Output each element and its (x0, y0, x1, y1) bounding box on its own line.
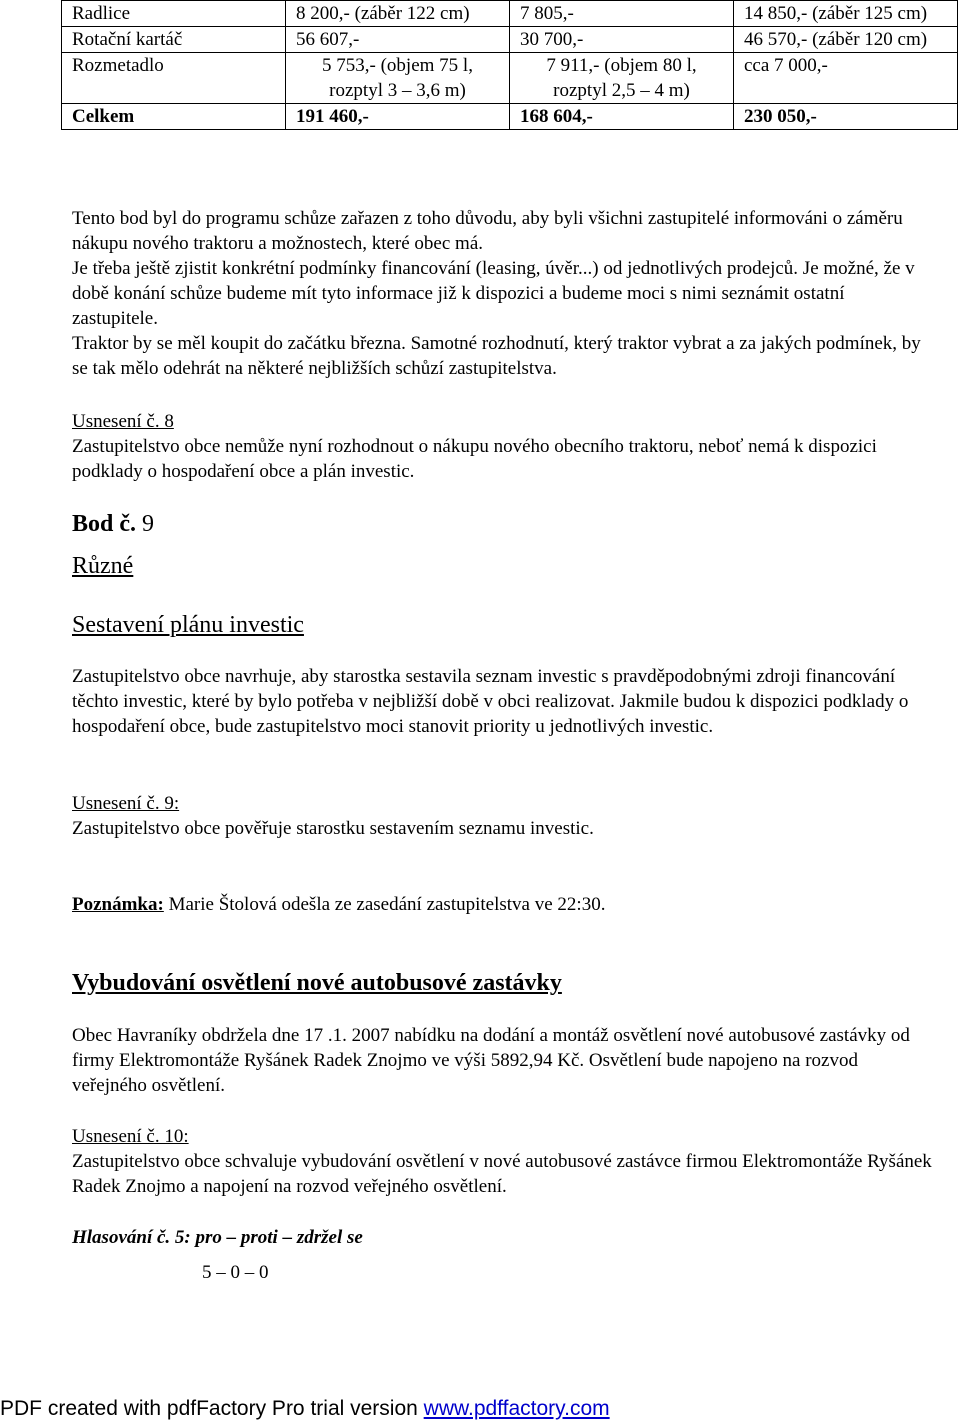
bus-stop-paragraph (72, 1023, 932, 1098)
vote-result: 5 – 0 – 0 (202, 1262, 269, 1283)
paragraph-text (72, 256, 932, 331)
table-cell: 7 805,- (510, 1, 734, 27)
table-cell: 5 753,- (objem 75 l, rozptyl 3 – 3,6 m) (286, 53, 510, 104)
table-cell: 230 050,- (734, 104, 958, 130)
resolution-9 (72, 791, 932, 841)
resolution-title: Usnesení č. 9: (72, 793, 180, 814)
subsection-heading: Sestavení plánu investic (72, 612, 304, 638)
investment-paragraph (72, 664, 932, 739)
paragraph-text: Samotné rozhodnutí, který traktor vybrat a za jakých podmínek, by se tak mělo odehrát na některé nejbližších schůzí zastupitelstva. (72, 333, 921, 379)
section-heading-block (72, 551, 932, 581)
page-title (72, 509, 932, 539)
table-cell: 56 607,- (286, 27, 510, 53)
paragraph-text: Tento bod byl do programu schůze zařazen z toho důvodu, aby byli všichni zastupitelé informováni o záměru nákupu nového traktoru a možnostech, které obec má. (72, 208, 903, 254)
note-text: Marie Štolová odešla ze zasedání zastupitelstva ve 22:30. (163, 894, 606, 915)
table-row (62, 1, 958, 27)
section-heading: Různé (72, 553, 134, 579)
table-cell: 7 911,- (objem 80 l, rozptyl 2,5 – 4 m) (510, 53, 734, 104)
resolution-title: Usnesení č. 8 (72, 411, 174, 432)
paragraph-text: Traktor by se měl koupit do začátku března. (72, 333, 406, 354)
table-cell: 8 200,- (záběr 122 cm) (286, 1, 510, 27)
paragraph-text: Obec Havraníky obdržela dne 17 .1. 2007 nabídku na dodání a montáž osvětlení nové autobusové zastávky od firmy Elektromontáže Ryšánek Radek Znojmo ve výši 5892,94 Kč. Osvětlení bude napojeno na rozvod veřejného osvětlení. (72, 1025, 910, 1096)
resolution-text: Zastupitelstvo obce schvaluje vybudování osvětlení v nové autobusové zastávce firmou Elektromontáže Ryšánek Radek Znojmo a napojení na rozvod veřejného osvětlení. (72, 1151, 932, 1197)
bus-stop-heading: Vybudování osvětlení nové autobusové zastávky (72, 970, 562, 996)
table-cell: Radlice (62, 1, 286, 27)
table-row (62, 27, 958, 53)
table-row (62, 53, 958, 104)
resolution-8 (72, 409, 932, 484)
paragraph-text: Zastupitelstvo obce navrhuje, aby starostka sestavila seznam investic s pravděpodobnými zdroji financování těchto investic, které by bylo potřeba v nejbližší době v obci realizovat. Jakmile budou k dispozici podklady o hospodaření obce, bude zastupitelstvo moci stanovit priority u jednotlivých investic. (72, 666, 909, 737)
table-cell: 30 700,- (510, 27, 734, 53)
heading-number: 9 (136, 511, 155, 537)
resolution-title: Usnesení č. 10: (72, 1126, 189, 1147)
table-cell: 14 850,- (záběr 125 cm) (734, 1, 958, 27)
vote (72, 1225, 932, 1285)
paragraph-text (72, 331, 932, 381)
cost-comparison-table (61, 0, 958, 130)
pdf-footer (0, 1393, 960, 1425)
table-cell: Rozmetadlo (62, 53, 286, 104)
table-cell: 168 604,- (510, 104, 734, 130)
bus-stop-heading-block (72, 968, 932, 998)
resolution-text: Zastupitelstvo obce nemůže nyní rozhodnout o nákupu nového obecního traktoru, neboť nemá k dispozici podklady o hospodaření obce a plán investic. (72, 436, 877, 482)
note (72, 892, 932, 917)
footer-text: PDF created with pdfFactory Pro trial version (0, 1397, 424, 1420)
table-cell: cca 7 000,- (734, 53, 958, 104)
vote-label: Hlasování č. 5: pro – proti – zdržel se (72, 1227, 363, 1248)
footer-link[interactable]: www.pdffactory.com (423, 1397, 610, 1420)
tractor-paragraph (72, 206, 932, 381)
resolution-10 (72, 1124, 932, 1199)
subsection-heading-block (72, 610, 932, 640)
table-cell: Rotační kartáč (62, 27, 286, 53)
heading-label: Bod č. (72, 511, 137, 537)
table-cell: 191 460,- (286, 104, 510, 130)
item-9-heading (72, 509, 932, 539)
note-label: Poznámka: (72, 894, 164, 915)
paragraph-text: Je možné, že v době konání schůze budeme mít tyto informace již k dispozici a budeme moci s nimi seznámit ostatní zastupitele. (72, 258, 915, 329)
table-cell: 46 570,- (záběr 120 cm) (734, 27, 958, 53)
paragraph-text: Je třeba ještě zjistit konkrétní podmínky financování (leasing, úvěr...) od jednotlivých prodejců. (72, 258, 799, 279)
resolution-text: Zastupitelstvo obce pověřuje starostku sestavením seznamu investic. (72, 818, 594, 839)
table-cell: Celkem (62, 104, 286, 130)
table-total-row (62, 104, 958, 130)
